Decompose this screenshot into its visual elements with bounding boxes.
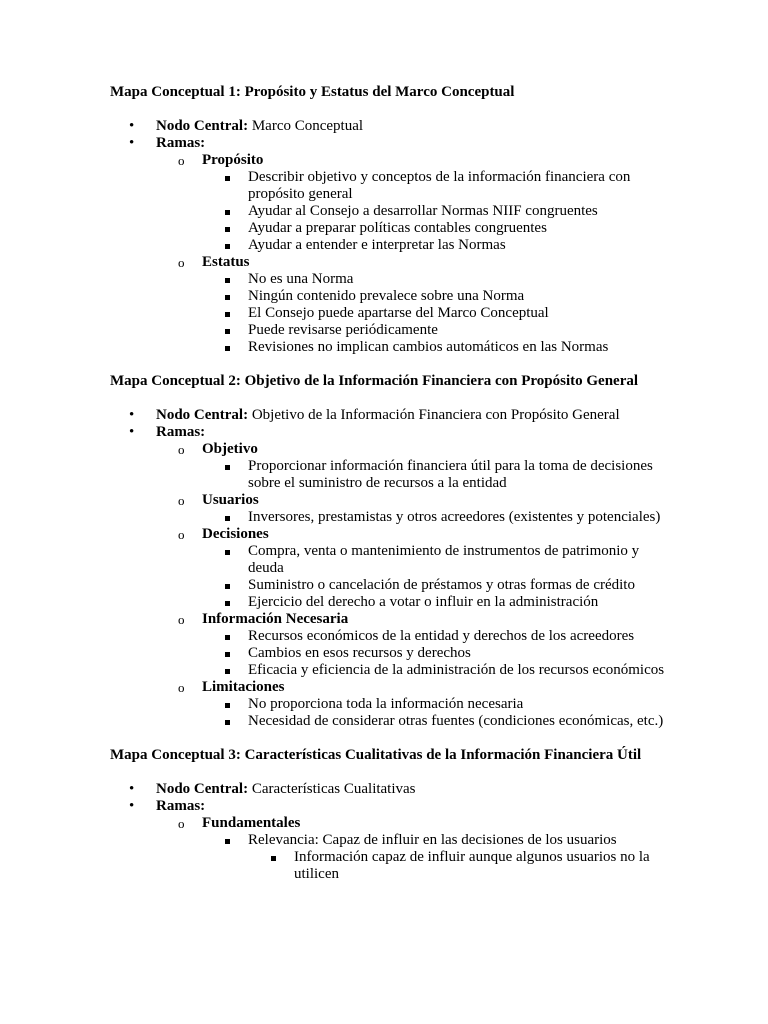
branch-list xyxy=(156,441,670,730)
list-item xyxy=(202,305,670,322)
list-item-text: No proporciona toda la información necesaria xyxy=(248,696,524,712)
branch-label: Decisiones xyxy=(202,526,269,542)
branches-label: Ramas: xyxy=(156,424,206,440)
central-node-item xyxy=(110,781,670,798)
square-bullet-icon xyxy=(225,465,230,470)
list-item xyxy=(202,220,670,237)
branch-item xyxy=(155,611,670,679)
list-item xyxy=(202,203,670,220)
bullet-icon: • xyxy=(129,135,135,151)
branch-label: Información Necesaria xyxy=(202,611,349,627)
list-item-text: Ningún contenido prevalece sobre una Norma xyxy=(248,288,525,304)
square-bullet-icon xyxy=(225,720,230,725)
central-node-value: Marco Conceptual xyxy=(248,118,364,134)
bullet-icon: • xyxy=(129,407,135,423)
branch-item xyxy=(155,815,670,883)
square-bullet-icon xyxy=(225,329,230,334)
main-list xyxy=(110,407,670,730)
central-node-label: Nodo Central: xyxy=(156,118,249,134)
list-item xyxy=(202,543,670,577)
section-title: Mapa Conceptual 1: Propósito y Estatus del Marco Conceptual xyxy=(110,84,515,100)
leaf-list xyxy=(202,271,670,356)
branch-item xyxy=(155,254,670,356)
square-bullet-icon xyxy=(225,176,230,181)
circle-bullet-icon: o xyxy=(178,255,185,270)
list-item-text: Proporcionar información financiera útil para la toma de decisiones sobre el suministro de recursos a la entidad xyxy=(248,458,653,491)
branches-item xyxy=(110,424,670,730)
list-item xyxy=(202,271,670,288)
list-item xyxy=(202,288,670,305)
bullet-icon: • xyxy=(129,798,135,814)
list-item-text: Ejercicio del derecho a votar o influir en la administración xyxy=(248,594,599,610)
list-item-text: Suministro o cancelación de préstamos y otras formas de crédito xyxy=(248,577,635,593)
sub-leaf-list xyxy=(248,849,670,883)
list-item-text: Inversores, prestamistas y otros acreedores (existentes y potenciales) xyxy=(248,509,661,525)
document-body xyxy=(110,84,670,900)
list-item-text: El Consejo puede apartarse del Marco Conceptual xyxy=(248,305,549,321)
list-item-text: Ayudar a preparar políticas contables congruentes xyxy=(248,220,547,236)
central-node-label: Nodo Central: xyxy=(156,781,249,797)
sub-list-item xyxy=(248,849,670,883)
leaf-list xyxy=(202,543,670,611)
list-item-text: Ayudar al Consejo a desarrollar Normas NIIF congruentes xyxy=(248,203,598,219)
central-node-item xyxy=(110,118,670,135)
concept-map-1 xyxy=(110,84,670,356)
leaf-list xyxy=(202,509,670,526)
main-list xyxy=(110,118,670,356)
branch-item xyxy=(155,152,670,254)
list-item-text: Relevancia: Capaz de influir en las decisiones de los usuarios xyxy=(248,832,617,848)
circle-bullet-icon: o xyxy=(178,493,185,508)
list-item xyxy=(202,577,670,594)
branch-label: Estatus xyxy=(202,254,250,270)
leaf-list xyxy=(202,696,670,730)
branch-item xyxy=(155,492,670,526)
list-item-text: Compra, venta o mantenimiento de instrumentos de patrimonio y deuda xyxy=(248,543,640,576)
main-list xyxy=(110,781,670,883)
branch-label: Fundamentales xyxy=(202,815,301,831)
square-bullet-icon xyxy=(225,227,230,232)
bullet-icon: • xyxy=(129,118,135,134)
section-title: Mapa Conceptual 3: Características Cualitativas de la Información Financiera Útil xyxy=(110,747,642,763)
section-title: Mapa Conceptual 2: Objetivo de la Información Financiera con Propósito General xyxy=(110,373,639,389)
central-node-item xyxy=(110,407,670,424)
square-bullet-icon xyxy=(225,210,230,215)
circle-bullet-icon: o xyxy=(178,442,185,457)
concept-map-2 xyxy=(110,373,670,730)
branch-item xyxy=(155,526,670,611)
branches-item xyxy=(110,135,670,356)
square-bullet-icon xyxy=(225,516,230,521)
circle-bullet-icon: o xyxy=(178,612,185,627)
branch-label: Propósito xyxy=(202,152,264,168)
circle-bullet-icon: o xyxy=(178,816,185,831)
central-node-label: Nodo Central: xyxy=(156,407,249,423)
branches-item xyxy=(110,798,670,883)
square-bullet-icon xyxy=(225,635,230,640)
list-item-text: Revisiones no implican cambios automáticos en las Normas xyxy=(248,339,609,355)
list-item xyxy=(202,322,670,339)
list-item xyxy=(202,696,670,713)
branches-label: Ramas: xyxy=(156,135,206,151)
list-item xyxy=(202,237,670,254)
list-item xyxy=(202,628,670,645)
square-bullet-icon xyxy=(225,584,230,589)
square-bullet-icon xyxy=(225,652,230,657)
leaf-list xyxy=(202,832,670,883)
square-bullet-icon xyxy=(225,839,230,844)
list-item-text: Necesidad de considerar otras fuentes (condiciones económicas, etc.) xyxy=(248,713,664,729)
branches-label: Ramas: xyxy=(156,798,206,814)
circle-bullet-icon: o xyxy=(178,527,185,542)
list-item xyxy=(202,169,670,203)
list-item xyxy=(202,509,670,526)
square-bullet-icon xyxy=(225,601,230,606)
list-item xyxy=(202,458,670,492)
square-bullet-icon xyxy=(271,856,276,861)
central-node-value: Características Cualitativas xyxy=(248,781,416,797)
square-bullet-icon xyxy=(225,550,230,555)
square-bullet-icon xyxy=(225,244,230,249)
list-item xyxy=(202,594,670,611)
central-node-value: Objetivo de la Información Financiera con Propósito General xyxy=(248,407,620,423)
branch-label: Objetivo xyxy=(202,441,258,457)
square-bullet-icon xyxy=(225,703,230,708)
list-item xyxy=(202,662,670,679)
list-item-text: Ayudar a entender e interpretar las Normas xyxy=(248,237,506,253)
leaf-list xyxy=(202,169,670,254)
sub-list-item-text: Información capaz de influir aunque algunos usuarios no la utilicen xyxy=(294,849,650,882)
branch-label: Usuarios xyxy=(202,492,259,508)
branch-list xyxy=(156,815,670,883)
circle-bullet-icon: o xyxy=(178,680,185,695)
leaf-list xyxy=(202,458,670,492)
list-item-text: Puede revisarse periódicamente xyxy=(248,322,438,338)
square-bullet-icon xyxy=(225,669,230,674)
square-bullet-icon xyxy=(225,312,230,317)
list-item-text: Cambios en esos recursos y derechos xyxy=(248,645,471,661)
branch-list xyxy=(156,152,670,356)
branch-item xyxy=(155,441,670,492)
branch-label: Limitaciones xyxy=(202,679,285,695)
branch-item xyxy=(155,679,670,730)
bullet-icon: • xyxy=(129,781,135,797)
square-bullet-icon xyxy=(225,295,230,300)
square-bullet-icon xyxy=(225,346,230,351)
list-item-text: No es una Norma xyxy=(248,271,354,287)
list-item xyxy=(202,713,670,730)
bullet-icon: • xyxy=(129,424,135,440)
concept-map-3 xyxy=(110,747,670,883)
list-item xyxy=(202,645,670,662)
circle-bullet-icon: o xyxy=(178,153,185,168)
list-item-text: Recursos económicos de la entidad y derechos de los acreedores xyxy=(248,628,635,644)
list-item xyxy=(202,832,670,883)
list-item-text: Eficacia y eficiencia de la administración de los recursos económicos xyxy=(248,662,665,678)
list-item-text: Describir objetivo y conceptos de la información financiera con propósito general xyxy=(248,169,631,202)
list-item xyxy=(202,339,670,356)
square-bullet-icon xyxy=(225,278,230,283)
leaf-list xyxy=(202,628,670,679)
